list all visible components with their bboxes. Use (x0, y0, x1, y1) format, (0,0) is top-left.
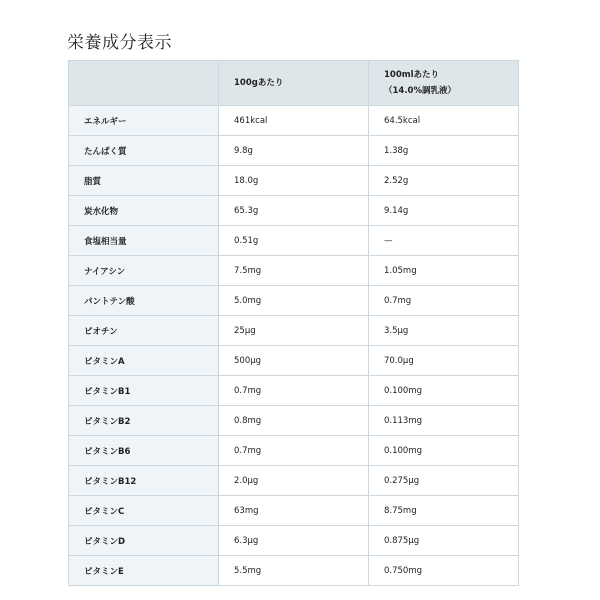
header-per-100ml-label: 100mlあたり (384, 70, 440, 80)
value-per-100g: 5.0mg (219, 286, 369, 316)
value-per-100ml: 0.275μg (369, 466, 519, 496)
table-row (69, 106, 519, 136)
value-per-100ml: 2.52g (369, 166, 519, 196)
table-row (69, 556, 519, 586)
value-per-100g: 0.8mg (219, 406, 369, 436)
nutrient-name: 脂質 (69, 166, 219, 196)
nutrient-name: パントテン酸 (69, 286, 219, 316)
nutrient-name: ビオチン (69, 316, 219, 346)
nutrient-name: ナイアシン (69, 256, 219, 286)
value-per-100g: 0.51g (219, 226, 369, 256)
nutrient-name: ビタミンB1 (69, 376, 219, 406)
nutrient-name: ビタミンB6 (69, 436, 219, 466)
nutrient-name: ビタミンC (69, 496, 219, 526)
nutrient-name: ビタミンA (69, 346, 219, 376)
nutrient-name: たんぱく質 (69, 136, 219, 166)
value-per-100g: 65.3g (219, 196, 369, 226)
value-per-100g: 7.5mg (219, 256, 369, 286)
value-per-100ml: 70.0μg (369, 346, 519, 376)
value-per-100g: 63mg (219, 496, 369, 526)
value-per-100g: 18.0g (219, 166, 369, 196)
table-row (69, 196, 519, 226)
value-per-100ml: 64.5kcal (369, 106, 519, 136)
value-per-100ml: 0.875μg (369, 526, 519, 556)
table-row (69, 526, 519, 556)
value-per-100ml: 1.05mg (369, 256, 519, 286)
page-title: 栄養成分表示 (67, 33, 172, 53)
nutrient-name: ビタミンB2 (69, 406, 219, 436)
nutrition-table (68, 60, 519, 586)
nutrient-name: 食塩相当量 (69, 226, 219, 256)
header-per-100g: 100gあたり (219, 61, 369, 106)
nutrient-name: ビタミンD (69, 526, 219, 556)
value-per-100ml: 0.100mg (369, 436, 519, 466)
value-per-100g: 461kcal (219, 106, 369, 136)
table-row (69, 406, 519, 436)
nutrient-name: エネルギー (69, 106, 219, 136)
value-per-100ml: 9.14g (369, 196, 519, 226)
nutrient-name: ビタミンB12 (69, 466, 219, 496)
table-row (69, 136, 519, 166)
table-row (69, 376, 519, 406)
value-per-100ml: 1.38g (369, 136, 519, 166)
table-row (69, 166, 519, 196)
nutrient-name: ビタミンE (69, 556, 219, 586)
value-per-100ml: 0.100mg (369, 376, 519, 406)
table-row (69, 436, 519, 466)
value-per-100g: 0.7mg (219, 376, 369, 406)
table-row (69, 286, 519, 316)
table-row (69, 226, 519, 256)
header-empty (69, 61, 219, 106)
value-per-100g: 6.3μg (219, 526, 369, 556)
table-header-row (69, 61, 519, 106)
table-row (69, 256, 519, 286)
value-per-100g: 500μg (219, 346, 369, 376)
header-per-100ml-note: （14.0%調乳液） (384, 86, 456, 96)
value-per-100ml: 8.75mg (369, 496, 519, 526)
value-per-100ml: 0.7mg (369, 286, 519, 316)
value-per-100g: 2.0μg (219, 466, 369, 496)
value-per-100ml: — (369, 226, 519, 256)
header-per-100ml (369, 61, 519, 106)
table-row (69, 466, 519, 496)
value-per-100g: 9.8g (219, 136, 369, 166)
value-per-100g: 5.5mg (219, 556, 369, 586)
value-per-100g: 25μg (219, 316, 369, 346)
value-per-100ml: 0.113mg (369, 406, 519, 436)
value-per-100ml: 3.5μg (369, 316, 519, 346)
table-row (69, 496, 519, 526)
nutrient-name: 炭水化物 (69, 196, 219, 226)
table-row (69, 316, 519, 346)
value-per-100g: 0.7mg (219, 436, 369, 466)
table-row (69, 346, 519, 376)
value-per-100ml: 0.750mg (369, 556, 519, 586)
